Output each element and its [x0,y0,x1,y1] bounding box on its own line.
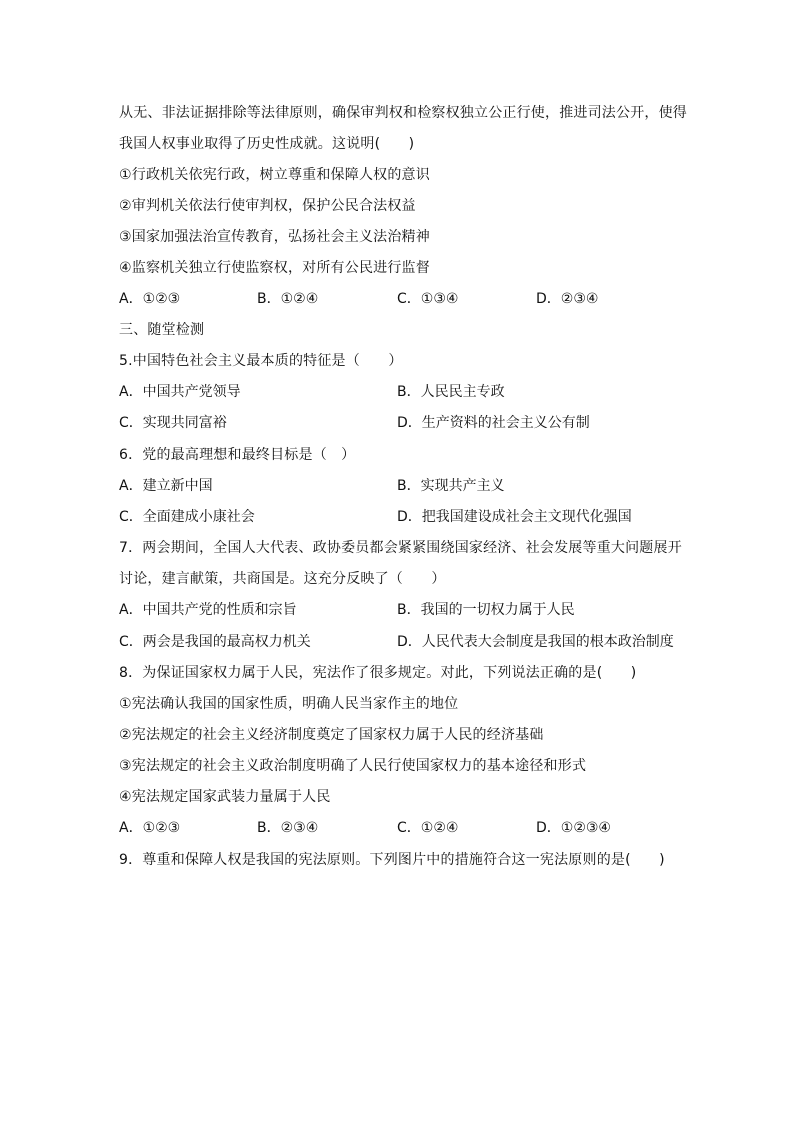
intro-stem-line-1: 从无、非法证据排除等法律原则，确保审判权和检察权独立公正行使，推进司法公开，使得 [119,105,687,121]
intro-statement-4: ④监察机关独立行使监察权，对所有公民进行监督 [119,260,430,276]
q6-option-a: A．建立新中国 [119,478,213,494]
q8-option-d: D．①②③④ [536,820,611,836]
q7-option-a: A．中国共产党的性质和宗旨 [119,602,297,618]
q6-option-d: D．把我国建设成社会主文现代化强国 [397,509,632,525]
q8-option-a: A．①②③ [119,820,181,836]
q8-statement-3: ③宪法规定的社会主义政治制度明确了人民行使国家权力的基本途径和形式 [119,758,587,774]
q5-option-d: D．生产资料的社会主义公有制 [397,415,590,431]
q7-option-c: C．两会是我国的最高权力机关 [119,634,311,650]
intro-statement-2: ②审判机关依法行使审判权，保护公民合法权益 [119,198,416,214]
intro-option-b: B．①②④ [257,291,319,307]
intro-option-a: A．①②③ [119,291,181,307]
q7-stem-line-2: 讨论，建言献策，共商国是。这充分反映了（ ） [119,571,446,587]
q5-option-b: B．人民民主专政 [397,384,505,400]
q8-option-c: C．①②④ [397,820,459,836]
q9-stem: 9．尊重和保障人权是我国的宪法原则。下列图片中的措施符合这一宪法原则的是( ) [119,852,665,868]
q7-option-b: B．我国的一切权力属于人民 [397,602,575,618]
q5-option-a: A．中国共产党领导 [119,384,241,400]
q6-option-b: B．实现共产主义 [397,478,505,494]
q8-statement-4: ④宪法规定国家武装力量属于人民 [119,789,331,805]
intro-option-c: C．①③④ [397,291,459,307]
q7-stem-line-1: 7．两会期间，全国人大代表、政协委员都会紧紧围绕国家经济、社会发展等重大问题展开 [119,540,682,556]
q8-option-b: B．②③④ [257,820,319,836]
intro-statement-1: ①行政机关依宪行政，树立尊重和保障人权的意识 [119,167,430,183]
q6-stem: 6．党的最高理想和最终目标是（ ） [119,447,356,463]
intro-option-d: D．②③④ [536,291,599,307]
section-title: 三、随堂检测 [119,322,205,338]
q5-option-c: C．实现共同富裕 [119,415,227,431]
q8-stem: 8．为保证国家权力属于人民，宪法作了很多规定。对此，下列说法正确的是( ) [119,665,637,681]
intro-statement-3: ③国家加强法治宣传教育，弘扬社会主义法治精神 [119,229,430,245]
intro-stem-line-2: 我国人权事业取得了历史性成就。这说明( ) [119,136,415,152]
q8-statement-2: ②宪法规定的社会主义经济制度奠定了国家权力属于人民的经济基础 [119,727,544,743]
q6-option-c: C．全面建成小康社会 [119,509,255,525]
q5-stem: 5.中国特色社会主义最本质的特征是（ ） [119,353,403,369]
q8-statement-1: ①宪法确认我国的国家性质，明确人民当家作主的地位 [119,696,459,712]
q7-option-d: D．人民代表大会制度是我国的根本政治制度 [397,634,674,650]
